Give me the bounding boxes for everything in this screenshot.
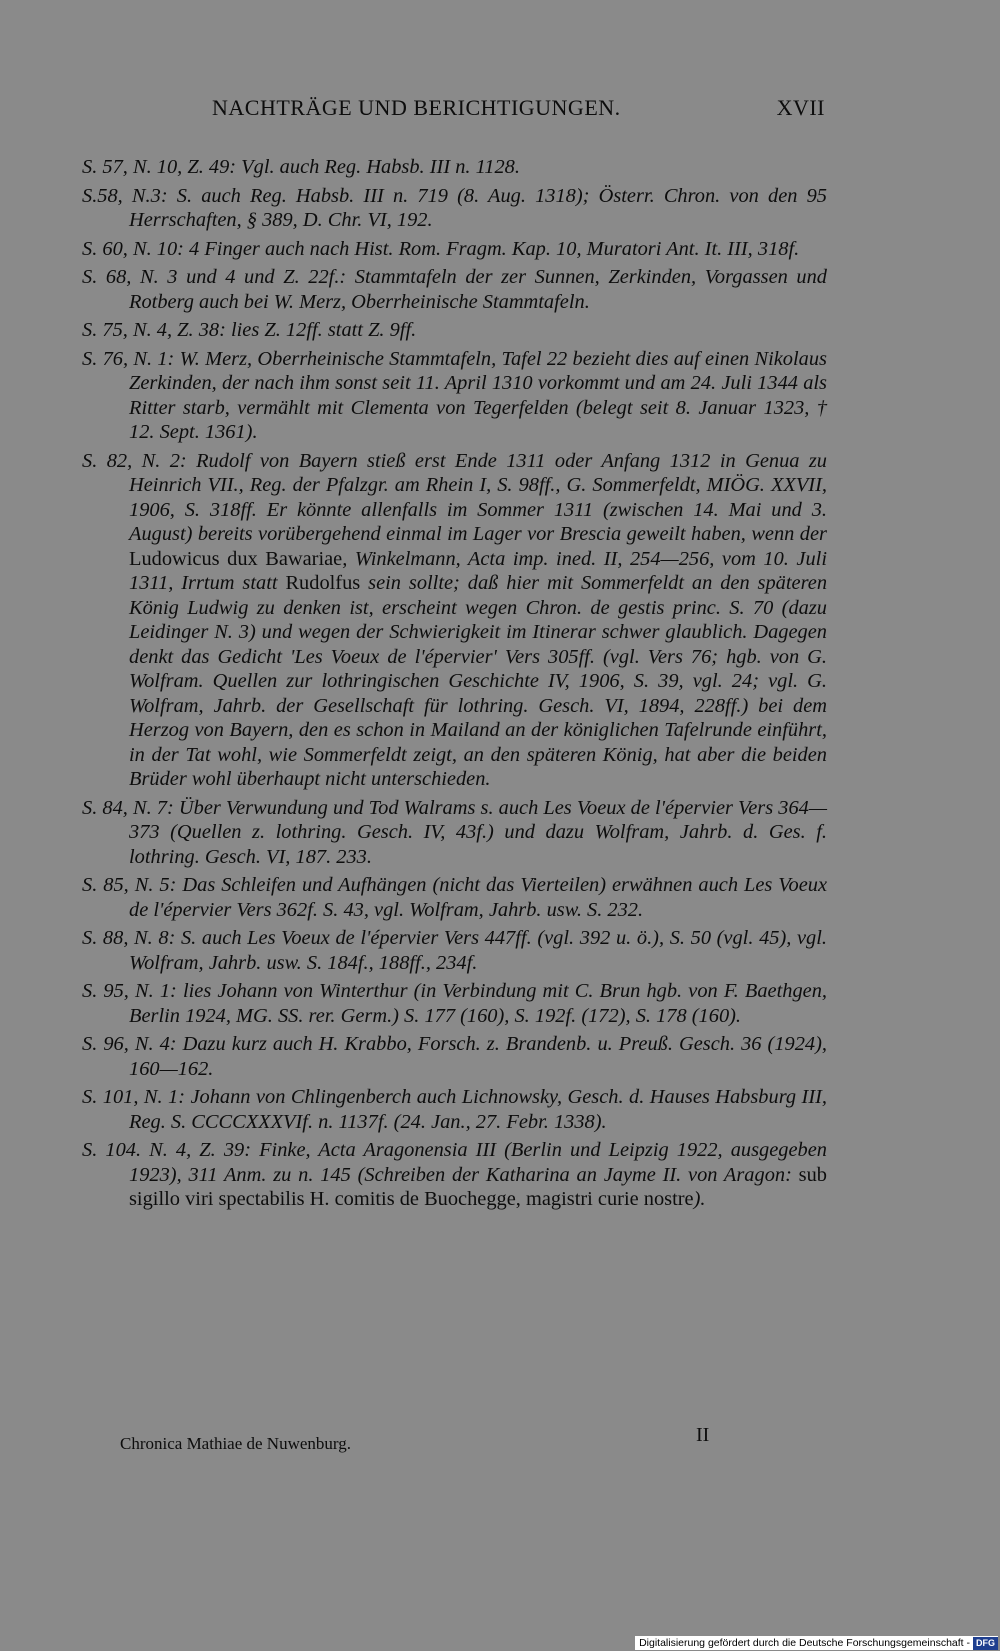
entry-s82-part-c: , Winkelmann, Acta imp. ined. II, 254—256, vom 10. Juli 1311, Irrtum statt (129, 547, 827, 594)
digitization-credit (635, 1636, 998, 1650)
entry-s104-part-c: ). (693, 1188, 706, 1210)
entry-s57: S. 57, N. 10, Z. 49: Vgl. auch Reg. Habsb. III n. 1128. (82, 156, 520, 178)
entry-s82-part-e: sein sollte; daß hier mit Sommerfeldt an den späteren König Ludwig zu denken ist, erscheint wegen Chron. de gestis princ. S. 70 (dazu Leidinger N. 3) und wegen der Schwierigkeit im Itinerar schwer glaublich. Dagegen denkt das Gedicht 'Les Voeux de l'épervier' Vers 305ff. (vgl. Vers 76; hgb. von G. Wolfram. Quellen zur lothringischen Geschichte IV, 1906, S. 39, vgl. 24; vgl. G. Wolfram, Jahrb. der Gesellschaft für lothring. Gesch. VI, 1894, 228ff.) bei dem Herzog von Bayern, den es schon in Mailand an der königlichen Tafelrunde einführt, in der Tat wohl, wie Sommerfeldt zeigt, an den späteren König, hat aber die beiden Brüder wohl überhaupt nicht unterschieden. (129, 572, 828, 790)
entry-s82 (82, 449, 827, 792)
entry-s68: S. 68, N. 3 und 4 und Z. 22f.: Stammtafeln der zer Sunnen, Zerkinden, Vorgassen und Rotberg auch bei W. Merz, Oberrheinische Stammtafeln. (82, 266, 827, 313)
entry-s82-part-d: Rudolfus (285, 572, 361, 594)
entry-s104-part-a: S. 104. N. 4, Z. 39: Finke, Acta Aragonensia III (Berlin und Leipzig 1922, ausgegeben 1923), 311 Anm. zu n. 145 (Schreiben der Katharina an Jayme II. von Aragon: (82, 1139, 827, 1186)
footer-sheet-number: II (696, 1424, 710, 1446)
entry-s95: S. 95, N. 1: lies Johann von Winterthur (in Verbindung mit C. Brun hgb. von F. Baethgen, Berlin 1924, MG. SS. rer. Germ.) S. 177 (160), S. 192f. (172), S. 178 (160). (82, 980, 827, 1027)
entry-s82-part-b: Ludowicus dux Bawariae (129, 547, 343, 570)
entry-s76: S. 76, N. 1: W. Merz, Oberrheinische Stammtafeln, Tafel 22 bezieht dies auf einen Nikolaus Zerkinden, der nach ihm sonst seit 11. April 1310 vorkommt und am 24. Juli 1344 als Ritter starb, vermählt mit Clementa von Tegerfelden (belegt seit 8. Januar 1323, † 12. Sept. 1361). (82, 347, 827, 443)
entry-s82-part-a: S. 82, N. 2: Rudolf von Bayern stieß erst Ende 1311 oder Anfang 1312 in Genua zu Heinrich VII., Reg. der Pfalzgr. am Rhein I, S. 98ff., G. Sommerfeldt, MIÖG. XXVII, 1906, S. 318ff. Er könnte allenfalls im Sommer 1311 (zwischen 14. Mai und 3. August) bereits vorübergehend einmal im Lager vor Brescia geweilt haben, wenn der (82, 449, 827, 545)
credit-text: Digitalisierung gefördert durch die Deutsche Forschungsgemeinschaft - (639, 1637, 970, 1649)
entry-s101: S. 101, N. 1: Johann von Chlingenberch auch Lichnowsky, Gesch. d. Hauses Habsburg III, Reg. S. CCCCXXXVIf. n. 1137f. (24. Jan., 27. Febr. 1338). (82, 1086, 827, 1133)
page-header (82, 95, 825, 125)
entry-s60: S. 60, N. 10: 4 Finger auch nach Hist. Rom. Fragm. Kap. 10, Muratori Ant. It. III, 318f. (82, 237, 800, 260)
dfg-logo: DFG (973, 1637, 998, 1650)
text-body (82, 155, 827, 1216)
entry-s85: S. 85, N. 5: Das Schleifen und Aufhängen (nicht das Vierteilen) erwähnen auch Les Voeux de l'épervier Vers 362f. S. 43, vgl. Wolfram, Jahrb. usw. S. 232. (82, 874, 827, 921)
entry-s96: S. 96, N. 4: Dazu kurz auch H. Krabbo, Forsch. z. Brandenb. u. Preuß. Gesch. 36 (1924), 160—162. (82, 1033, 827, 1080)
entry-s104 (82, 1138, 827, 1212)
running-title: NACHTRÄGE UND BERICHTIGUNGEN. (212, 95, 621, 120)
entry-s104-part-b: sub sigillo viri spectabilis H. comitis de Buochegge, magistri curie nostre (129, 1163, 827, 1210)
entry-s58: S.58, N.3: S. auch Reg. Habsb. III n. 719 (8. Aug. 1318); Österr. Chron. von den 95 Herrschaften, § 389, D. Chr. VI, 192. (82, 184, 827, 231)
page-number: XVII (776, 95, 825, 120)
footer-signature: Chronica Mathiae de Nuwenburg. (120, 1434, 352, 1453)
entry-s88: S. 88, N. 8: S. auch Les Voeux de l'épervier Vers 447ff. (vgl. 392 u. ö.), S. 50 (vgl. 45), vgl. Wolfram, Jahrb. usw. S. 184f., 188ff., 234f. (82, 927, 827, 974)
entry-s84: S. 84, N. 7: Über Verwundung und Tod Walrams s. auch Les Voeux de l'épervier Vers 364—373 (Quellen z. lothring. Gesch. IV, 43f.) und dazu Wolfram, Jahrb. d. Ges. f. lothring. Gesch. VI, 187. 233. (82, 796, 827, 868)
entry-s75: S. 75, N. 4, Z. 38: lies Z. 12ff. statt Z. 9ff. (82, 319, 417, 341)
